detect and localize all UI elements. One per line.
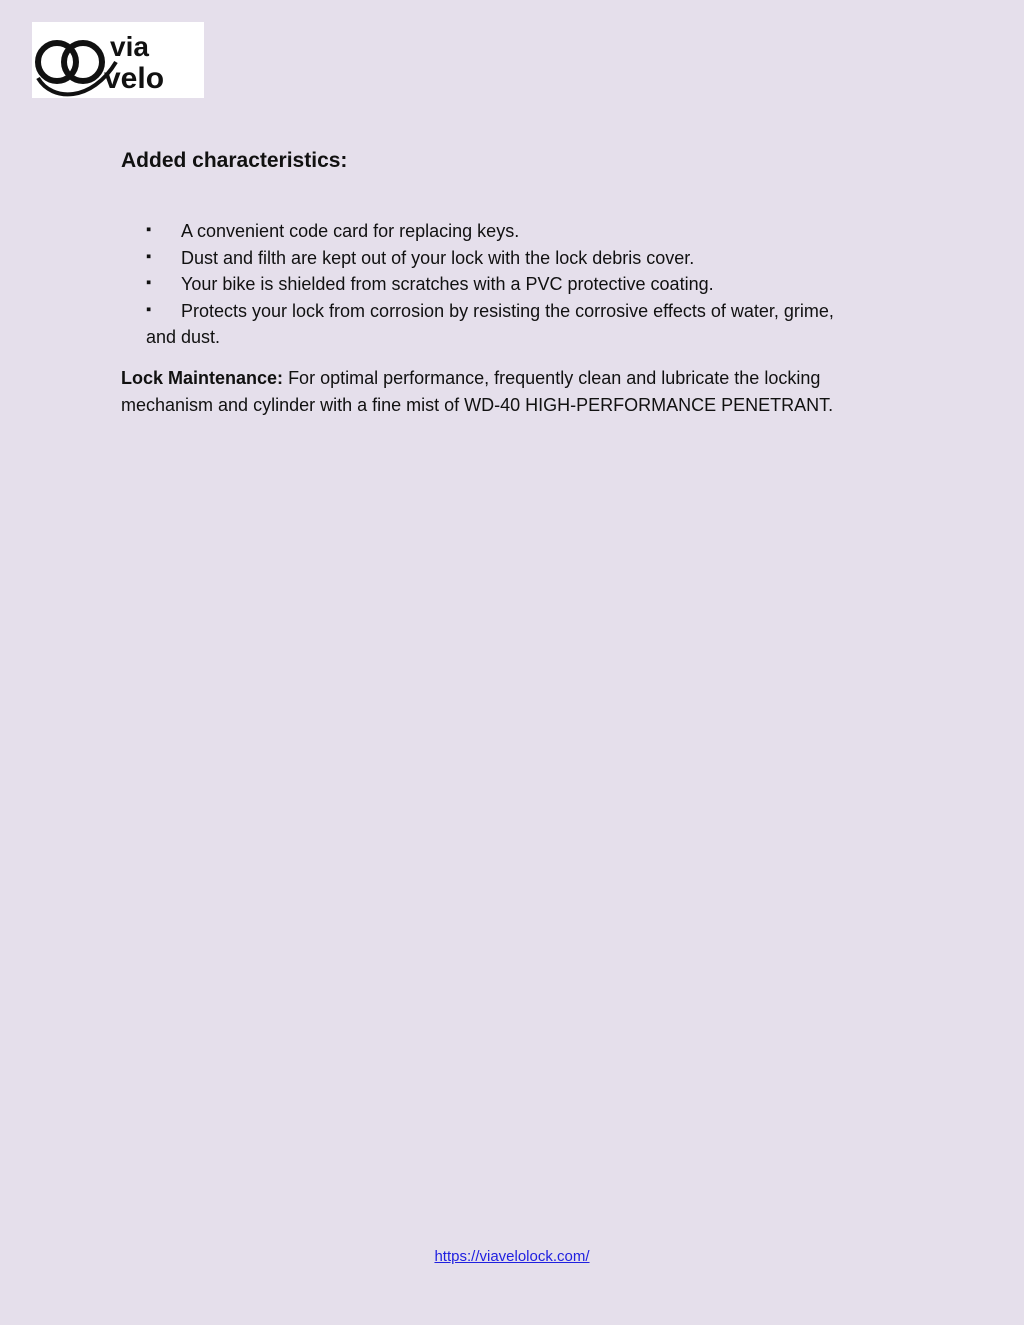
list-item-text: Dust and filth are kept out of your lock with the lock debris cover. bbox=[181, 247, 695, 268]
feature-list bbox=[146, 218, 866, 351]
logo-text-via: via bbox=[110, 31, 149, 62]
list-item-text: Your bike is shielded from scratches with a PVC protective coating. bbox=[181, 274, 714, 295]
brand-logo bbox=[32, 22, 204, 98]
bullet-marker-icon: ▪ bbox=[146, 300, 152, 318]
list-item bbox=[146, 298, 866, 351]
list-item bbox=[146, 245, 866, 272]
section-heading: Added characteristics: bbox=[121, 149, 348, 172]
list-item-text: Protects your lock from corrosion by resisting the corrosive effects of water, grime, and dust. bbox=[146, 300, 834, 348]
logo-text-velo: velo bbox=[104, 62, 165, 95]
via-velo-logo-icon bbox=[32, 22, 204, 98]
maintenance-label: Lock Maintenance: bbox=[121, 368, 284, 388]
bullet-marker-icon: ▪ bbox=[146, 247, 152, 265]
bullet-marker-icon: ▪ bbox=[146, 221, 152, 238]
bullet-marker-icon: ▪ bbox=[146, 274, 152, 292]
list-item bbox=[146, 218, 866, 245]
footer bbox=[0, 1247, 1024, 1267]
website-link[interactable]: https://viavelolock.com/ bbox=[434, 1248, 590, 1265]
list-item bbox=[146, 271, 866, 298]
maintenance-text: For optimal performance, frequently clean and lubricate the locking mechanism and cylinder with a fine mist of WD-40 HIGH-PERFORMANCE PENETRANT. bbox=[121, 368, 834, 415]
maintenance-paragraph bbox=[121, 365, 911, 418]
list-item-text: A convenient code card for replacing keys. bbox=[181, 221, 520, 241]
